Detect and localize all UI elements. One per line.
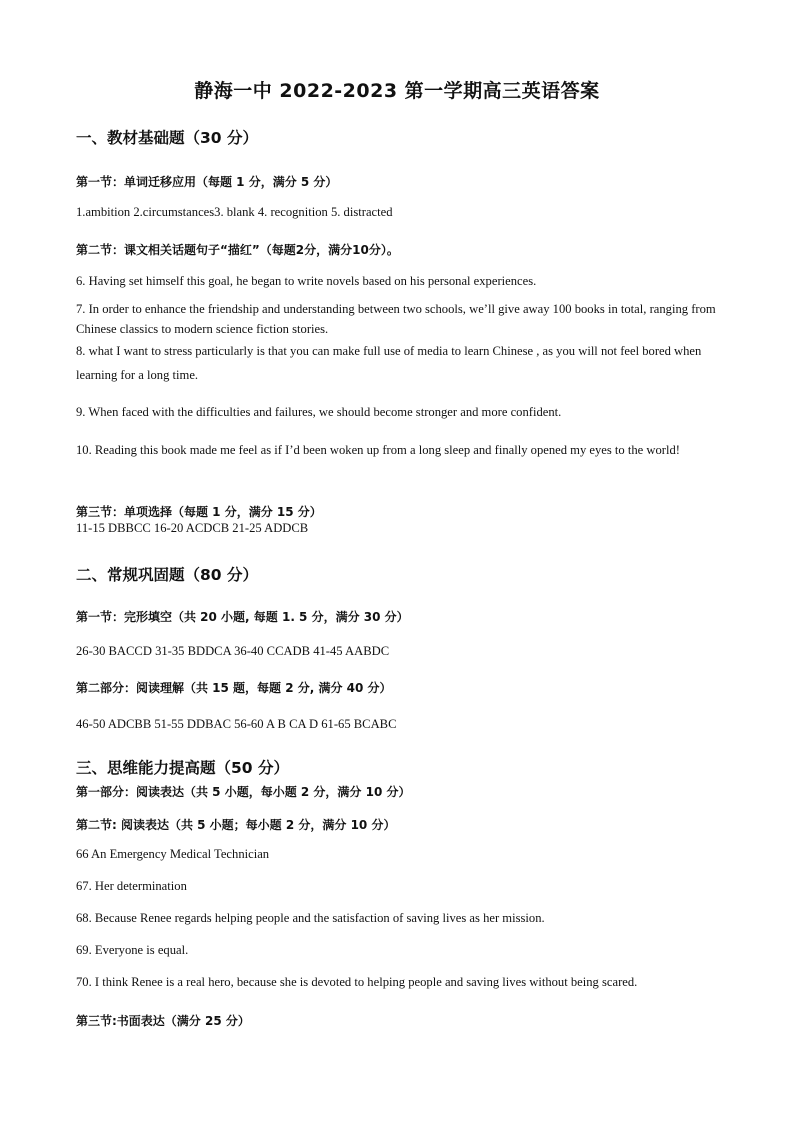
sentence-item-8: 8. what I want to stress particularly is that you can make full use of media to learn Chinese , as you will not feel bored when learning for a long time. (76, 344, 702, 382)
answer-item-69: 69. Everyone is equal. (76, 943, 189, 957)
answer-item-67: 67. Her determination (76, 879, 187, 893)
subsection-heading-reading-expression-2: 第二节: 阅读表达（共 5 小题；每小题 2 分，满分 10 分） (76, 818, 396, 832)
page-title: 静海一中 2022-2023 第一学期高三英语答案 (194, 80, 600, 102)
subsection-heading-cloze: 第一节：完形填空（共 20 小题, 每题 1. 5 分，满分 30 分） (76, 610, 409, 624)
sentence-item-10: 10. Reading this book made me feel as if I’d been woken up from a long sleep and finally opened my eyes to the world! (76, 443, 680, 457)
answer-item-68: 68. Because Renee regards helping people and the satisfaction of saving lives as her mission. (76, 911, 545, 925)
subsection-heading-sentence-copy: 第二节：课文相关话题句子“描红”（每题2分，满分10分）。 (76, 243, 399, 257)
answer-item-70: 70. I think Renee is a real hero, because she is devoted to helping people and saving lives without being scared. (76, 975, 638, 989)
answers-11-25: 11-15 DBBCC 16-20 ACDCB 21-25 ADDCB (76, 521, 309, 535)
sentence-item-7: 7. In order to enhance the friendship and understanding between two schools, we’ll give away 100 books in total, ranging from Chinese classics to modern science fiction stories. (76, 302, 716, 336)
subsection-heading-reading: 第二部分：阅读理解（共 15 题，每题 2 分, 满分 40 分） (76, 681, 392, 695)
answers-1-5: 1.ambition 2.circumstances3. blank 4. recognition 5. distracted (76, 205, 393, 219)
answers-26-45: 26-30 BACCD 31-35 BDDCA 36-40 CCADB 41-45 AABDC (76, 644, 390, 658)
subsection-heading-reading-expression-1: 第一部分：阅读表达（共 5 小题，每小题 2 分，满分 10 分） (76, 785, 411, 799)
section-heading-part2: 二、常规巩固题（80 分） (76, 566, 258, 584)
sentence-item-9: 9. When faced with the difficulties and failures, we should become stronger and more confident. (76, 405, 562, 419)
subsection-heading-word-application: 第一节：单词迁移应用（每题 1 分，满分 5 分） (76, 175, 338, 189)
section-heading-part3: 三、思维能力提高题（50 分） (76, 759, 289, 777)
subsection-heading-multiple-choice: 第三节：单项选择（每题 1 分，满分 15 分） (76, 505, 322, 519)
answer-item-66: 66 An Emergency Medical Technician (76, 847, 270, 861)
answers-46-65: 46-50 ADCBB 51-55 DDBAC 56-60 A B CA D 61-65 BCABC (76, 717, 397, 731)
subsection-heading-writing: 第三节:书面表达（满分 25 分） (76, 1014, 250, 1028)
sentence-item-6: 6. Having set himself this goal, he began to write novels based on his personal experiences. (76, 274, 537, 288)
section-heading-part1: 一、教材基础题（30 分） (76, 129, 258, 147)
